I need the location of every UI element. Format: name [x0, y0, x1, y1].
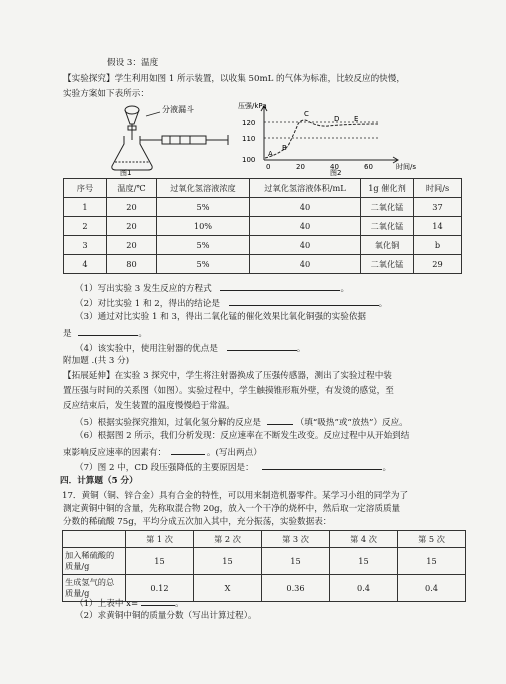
answer-blank-1[interactable]: [220, 282, 340, 291]
x-tick-20: 20: [296, 163, 305, 171]
final-question-1-end: 。: [174, 599, 184, 609]
fig1-caption: 图1: [120, 169, 132, 176]
question-3-line-1: （3）通过对比实验 1 和 3，得出二氧化锰的催化效果比氧化铜强的实验依据: [75, 312, 367, 322]
bonus-title: 附加题 .(共 3 分): [63, 356, 130, 366]
question-3-line-2: 是 。: [63, 329, 147, 339]
header-cell: 过氧化氢溶液浓度: [157, 179, 250, 198]
header-cell: 过氧化氢溶液体积/mL: [250, 179, 361, 198]
extension-line-1: 【拓展延伸】在实验 3 探究中，学生将注射器换成了压强传感器，测出了实验过程中装: [63, 371, 392, 381]
fig1-label: 分液漏斗: [162, 105, 194, 114]
header-cell: 1g 催化剂: [361, 179, 414, 198]
table-header-row: [64, 179, 462, 198]
section-4-title: 四．计算题（5 分）: [60, 476, 138, 486]
question-1-text: （1）写出实验 3 发生反应的方程式: [75, 284, 212, 294]
final-question-1: [75, 597, 184, 610]
fig2-ylabel: 压强/kPa: [238, 102, 267, 110]
header-cell: 第 2 次: [194, 531, 262, 548]
intro-line-1: 【实验探究】学生利用如图 1 所示装置，以收集 50mL 的气体为标准，比较反应的快慢，: [63, 74, 405, 84]
table-cell: 0.4: [330, 575, 398, 602]
answer-blank-x[interactable]: [141, 597, 175, 606]
experiment-table: [63, 178, 462, 274]
final-question-2: （2）求黄铜中铜的质量分数（写出计算过程）。: [75, 611, 257, 621]
x-tick-40: 40: [330, 163, 339, 171]
question-6-line-2: [63, 446, 262, 459]
table-cell: 5%: [157, 236, 250, 255]
table-cell: 80: [107, 255, 157, 274]
question-6-hint: 。(写出两点）: [206, 448, 262, 458]
answer-blank-2[interactable]: [229, 297, 379, 306]
q17-line-1: 17．黄铜（铜、锌合金）具有合金的特性，可以用来制造机器零件。某学习小组的同学为了: [62, 491, 409, 501]
point-a: A: [268, 150, 273, 158]
row-label-line: 质量/g: [65, 588, 90, 598]
table-cell: 5%: [157, 255, 250, 274]
table-cell: 15: [398, 548, 466, 575]
table-row: [64, 198, 462, 217]
point-d: D: [334, 115, 340, 123]
question-6-line-1: （6）根据图 2 所示，我们分析发现：反应速率在不断发生改变。反应过程中从开始到结: [75, 431, 410, 441]
question-7: （7）图 2 中，CD 段压强降低的主要原因是： 。: [75, 463, 392, 473]
table-cell: 二氧化锰: [361, 255, 414, 274]
table-cell: 0.36: [262, 575, 330, 602]
question-1: （1）写出实验 3 发生反应的方程式 。: [75, 284, 350, 294]
table-row: [64, 236, 462, 255]
table-cell: 40: [250, 236, 361, 255]
answer-blank-3[interactable]: [78, 327, 138, 336]
question-5-text: （5）根据实验探究推知，过氧化氢分解的反应是: [75, 418, 261, 428]
q17-line-2: 测定黄铜中铜的含量，先称取混合物 20g，放入一个干净的烧杯中，然后取一定溶质质量: [63, 504, 401, 514]
question-6-text: 束影响反应速率的因素有：: [63, 448, 167, 458]
header-cell: 时间/s: [414, 179, 462, 198]
table-cell: 0.12: [126, 575, 194, 602]
answer-blank-4[interactable]: [227, 342, 297, 351]
x-tick-0: 0: [266, 163, 271, 171]
row-label-line: 生成氢气的总: [65, 576, 115, 587]
table-row: [64, 217, 462, 236]
table-cell: 40: [250, 217, 361, 236]
header-cell: 序号: [64, 179, 107, 198]
question-7-text: （7）图 2 中，CD 段压强降低的主要原因是：: [75, 463, 254, 473]
table-cell: 20: [107, 198, 157, 217]
answer-blank-5[interactable]: [267, 416, 293, 425]
y-tick-100: 100: [242, 156, 256, 164]
answer-blank-6[interactable]: [171, 446, 205, 455]
table-cell: 20: [107, 236, 157, 255]
conical-flask-icon: [112, 136, 152, 170]
funnel-body-icon: [125, 110, 139, 124]
x-tick-60: 60: [364, 163, 373, 171]
point-c: C: [304, 110, 309, 118]
table-cell: 40: [250, 255, 361, 274]
q17-line-3: 分数的稀硫酸 75g，平均分成五次加入其中，充分振荡，实验数据表：: [63, 517, 332, 527]
question-2: （2）对比实验 1 和 2，得出的结论是 。: [75, 299, 388, 309]
question-4-text: （4）该实验中，使用注射器的优点是: [75, 344, 218, 354]
funnel-top-icon: [125, 106, 139, 114]
table-cell: 15: [126, 548, 194, 575]
table-cell: 5%: [157, 198, 250, 217]
extension-line-3: 反应结束后，发生装置的温度慢慢趋于常温。: [63, 401, 235, 411]
y-tick-120: 120: [242, 119, 256, 127]
final-question-1-text: （1）上表中 x=: [75, 599, 139, 609]
point-e: E: [354, 115, 359, 123]
table-cell: 40: [250, 198, 361, 217]
header-cell: 第 4 次: [330, 531, 398, 548]
table-cell: X: [194, 575, 262, 602]
point-b: B: [282, 144, 287, 152]
fig2-caption: 图2: [330, 169, 342, 176]
answer-blank-7[interactable]: [262, 461, 382, 470]
header-cell: 第 5 次: [398, 531, 466, 548]
pressure-curve: [265, 120, 378, 158]
figure-2-pressure-chart: [238, 100, 428, 176]
table-cell: 1: [64, 198, 107, 217]
data-table: [62, 530, 466, 602]
table-row: [63, 548, 466, 575]
table-cell: 二氧化锰: [361, 198, 414, 217]
corner-cell: [63, 531, 126, 548]
question-4: （4）该实验中，使用注射器的优点是 。: [75, 344, 306, 354]
row-label: [63, 548, 126, 575]
table-cell: 4: [64, 255, 107, 274]
table-cell: 3: [64, 236, 107, 255]
row-label-line: 加入稀硫酸的: [65, 549, 115, 560]
table-cell: 氧化铜: [361, 236, 414, 255]
header-cell: 第 1 次: [126, 531, 194, 548]
table-row: [64, 255, 462, 274]
header-cell: 温度/℃: [107, 179, 157, 198]
table-cell: 10%: [157, 217, 250, 236]
question-5-hint: （填“吸热”或“放热”）反应。: [295, 418, 408, 428]
header-cell: 第 3 次: [262, 531, 330, 548]
intro-line-2: 实验方案如下表所示：: [63, 89, 149, 99]
table-cell: 15: [262, 548, 330, 575]
table-cell: 二氧化锰: [361, 217, 414, 236]
table-cell: 20: [107, 217, 157, 236]
fig2-xlabel: 时间/s: [396, 163, 417, 171]
y-tick-110: 110: [242, 135, 256, 143]
table-header-row: [63, 531, 466, 548]
row-label-line: 质量/g: [65, 561, 90, 571]
syringe-icon: [162, 136, 206, 144]
table-cell: 14: [414, 217, 462, 236]
extension-line-2: 置压强与时间的关系图（如图）。实验过程中，学生触摸锥形瓶外壁，有发烫的感觉，至: [63, 386, 394, 396]
table-cell: b: [414, 236, 462, 255]
table-cell: 0.4: [398, 575, 466, 602]
table-cell: 15: [194, 548, 262, 575]
table-cell: 37: [414, 198, 462, 217]
hypothesis-3: 假设 3：温度: [107, 58, 159, 68]
question-3-text: 是: [63, 329, 72, 339]
table-cell: 29: [414, 255, 462, 274]
question-2-text: （2）对比实验 1 和 2，得出的结论是: [75, 299, 220, 309]
table-cell: 15: [330, 548, 398, 575]
question-5: [75, 416, 408, 429]
table-cell: 2: [64, 217, 107, 236]
figure-1-apparatus: [110, 100, 240, 176]
